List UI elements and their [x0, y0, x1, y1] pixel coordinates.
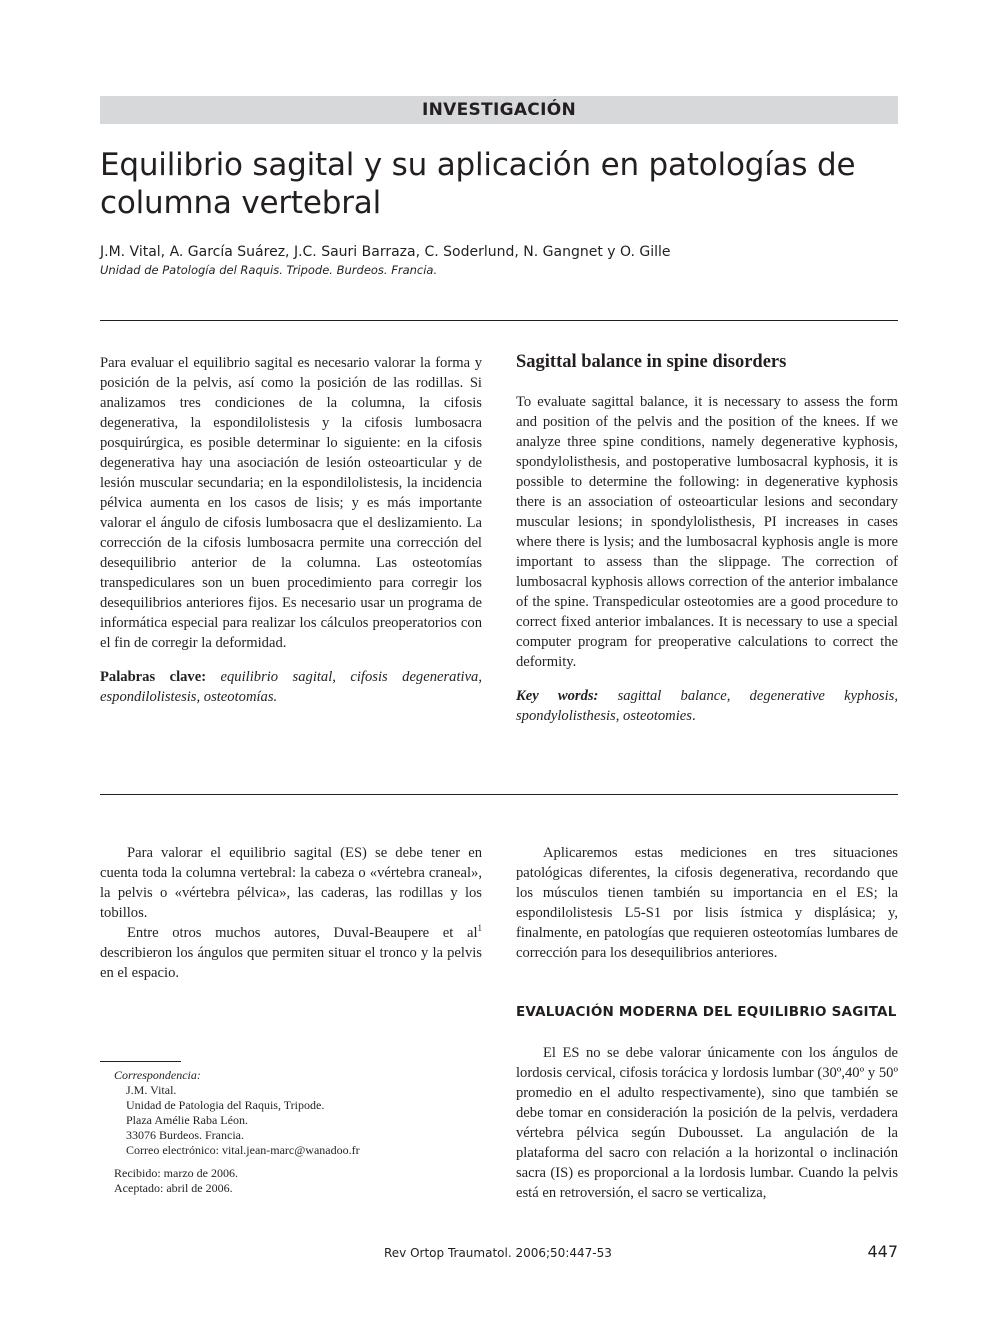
- keywords-en-label: Key words:: [516, 688, 599, 704]
- body-paragraph: El ES no se debe valorar únicamente con los ángulos de lordosis cervical, cifosis torácica y lordosis lumbar (30º,40º y 50º promedio en el adulto respectivamente), sino que también se debe tomar en consideración la posición de la pelvis, verdadera vértebra pélvica según Dubousset. La angulación de la plataforma del sacro con relación a la horizontal o inclinación sacra (IS) es proporcional a la lordosis lumbar. Cuando la pelvis está en retroversión, el sacro se verticaliza,: [516, 1045, 898, 1201]
- accepted-date: Aceptado: abril de 2006.: [114, 1181, 233, 1195]
- correspondence-label: Correspondencia:: [114, 1068, 201, 1082]
- abstract-es-text: Para evaluar el equilibrio sagital es necesario valorar la forma y posición de la pelvis, así como la posición de las rodillas. Si analizamos tres condiciones de la columna, la cifosis degenerativa, la espondilolistesis y la cifosis lumbosacra posquirúrgica, es posible determinar lo siguiente: en la cifosis degenerativa hay una asociación de lesión osteoarticular y de lesión muscular secundaria; en la espondilolistesis, la incidencia pélvica aumenta en los casos de lisis; y es más importante valorar el ángulo de cifosis lumbosacra que el deslizamiento. La corrección de la cifosis lumbosacra permite una corrección del desequilibrio anterior de la columna. Las osteotomías transpediculares son un buen procedimiento para corregir los desequilibrios anteriores fijos. Es necesario usar un programa de informática especial para realizar los cálculos preoperatorios con el fin de corregir la deformidad.: [100, 355, 482, 651]
- keywords-en-list: sagittal balance, degenerative kyphosis, spondylolisthesis, osteotomies: [516, 688, 898, 724]
- correspondence-unit: Unidad de Patologia del Raquis, Tripode.: [126, 1098, 325, 1112]
- body-left-column: [100, 843, 482, 983]
- abstract-divider: [100, 794, 898, 795]
- body-right-column-continued: [516, 1043, 898, 1203]
- body-paragraph: Entre otros muchos autores, Duval-Beaupere et $al^1$ describieron los ángulos que permiten situar el tronco y la pelvis en el espacio.: [100, 923, 482, 981]
- author-affiliation: Unidad de Patología del Raquis. Tripode. Burdeos. Francia.: [100, 263, 438, 277]
- footnote-divider: [100, 1061, 181, 1062]
- section-label: INVESTIGACIÓN: [100, 96, 898, 124]
- correspondence-city: 33076 Burdeos. Francia.: [126, 1128, 244, 1142]
- body-paragraph: Aplicaremos estas mediciones en tres situaciones patológicas diferentes, la cifosis degenerativa, recordando que los músculos tienen también su importancia en el ES; la espondilolistesis L5-S1 por lisis ístmica y displásica; y, finalmente, en patologías que requieren osteotomías lumbares de corrección para los desequilibrios anteriores.: [516, 845, 898, 961]
- body-paragraph: Para valorar el equilibrio sagital (ES) se debe tener en cuenta toda la columna vertebral: la cabeza o «vértebra craneal», la pelvis o «vértebra pélvica», las caderas, las rodillas y los tobillos.: [100, 845, 482, 921]
- correspondence-block: [114, 1068, 360, 1196]
- journal-citation: Rev Ortop Traumatol. 2006;50:447-53: [384, 1246, 612, 1260]
- correspondence-name: J.M. Vital.: [126, 1083, 177, 1097]
- correspondence-email: Correo electrónico: vital.jean-marc@wanadoo.fr: [126, 1143, 360, 1157]
- received-date: Recibido: marzo de 2006.: [114, 1166, 238, 1180]
- correspondence-street: Plaza Amélie Raba Léon.: [126, 1113, 248, 1127]
- section-heading: EVALUACIÓN MODERNA DEL EQUILIBRIO SAGITAL: [516, 1004, 897, 1020]
- keywords-es-list: equilibrio sagital, cifosis degenerativa, espondilolistesis, osteotomías.: [100, 669, 482, 705]
- keywords-es-label: Palabras clave:: [100, 669, 207, 685]
- abstract-en: [516, 350, 898, 726]
- abstract-en-title: Sagittal balance in spine disorders: [516, 352, 787, 372]
- author-list: J.M. Vital, A. García Suárez, J.C. Sauri Barraza, C. Soderlund, N. Gangnet y O. Gille: [100, 244, 671, 260]
- body-right-column: [516, 843, 898, 963]
- reference-marker: 1: [477, 923, 482, 934]
- keywords-es: [100, 667, 482, 707]
- page-number: 447: [867, 1242, 898, 1261]
- abstract-en-text: To evaluate sagittal balance, it is necessary to assess the form and position of the pelvis and the position of the knees. If we analyze three spine conditions, namely degenerative kyphosis, spondylolisthesis, and postoperative lumbosacral kyphosis, it is possible to determine the following: in degenerative kyphosis there is an association of osteoarticular lesions and secondary muscular lesions; in spondylolisthesis, PI increases in cases where there is lysis; and the lumbosacral kyphosis angle is more important to assess than the slippage. The correction of lumbosacral kyphosis allows correction of the anterior imbalance of the spine. Transpedicular osteotomies are a good procedure to correct fixed anterior imbalances. It is necessary to use a special computer program for preoperative calculations to correct the deformity.: [516, 394, 898, 670]
- abstract-es: [100, 353, 482, 707]
- header-divider: [100, 320, 898, 321]
- keywords-en: Key words: sagittal balance, degenerative kyphosis, spondylolisthesis, osteotomies.: [516, 688, 898, 724]
- article-title: Equilibrio sagital y su aplicación en patologías de columna vertebral: [100, 147, 856, 221]
